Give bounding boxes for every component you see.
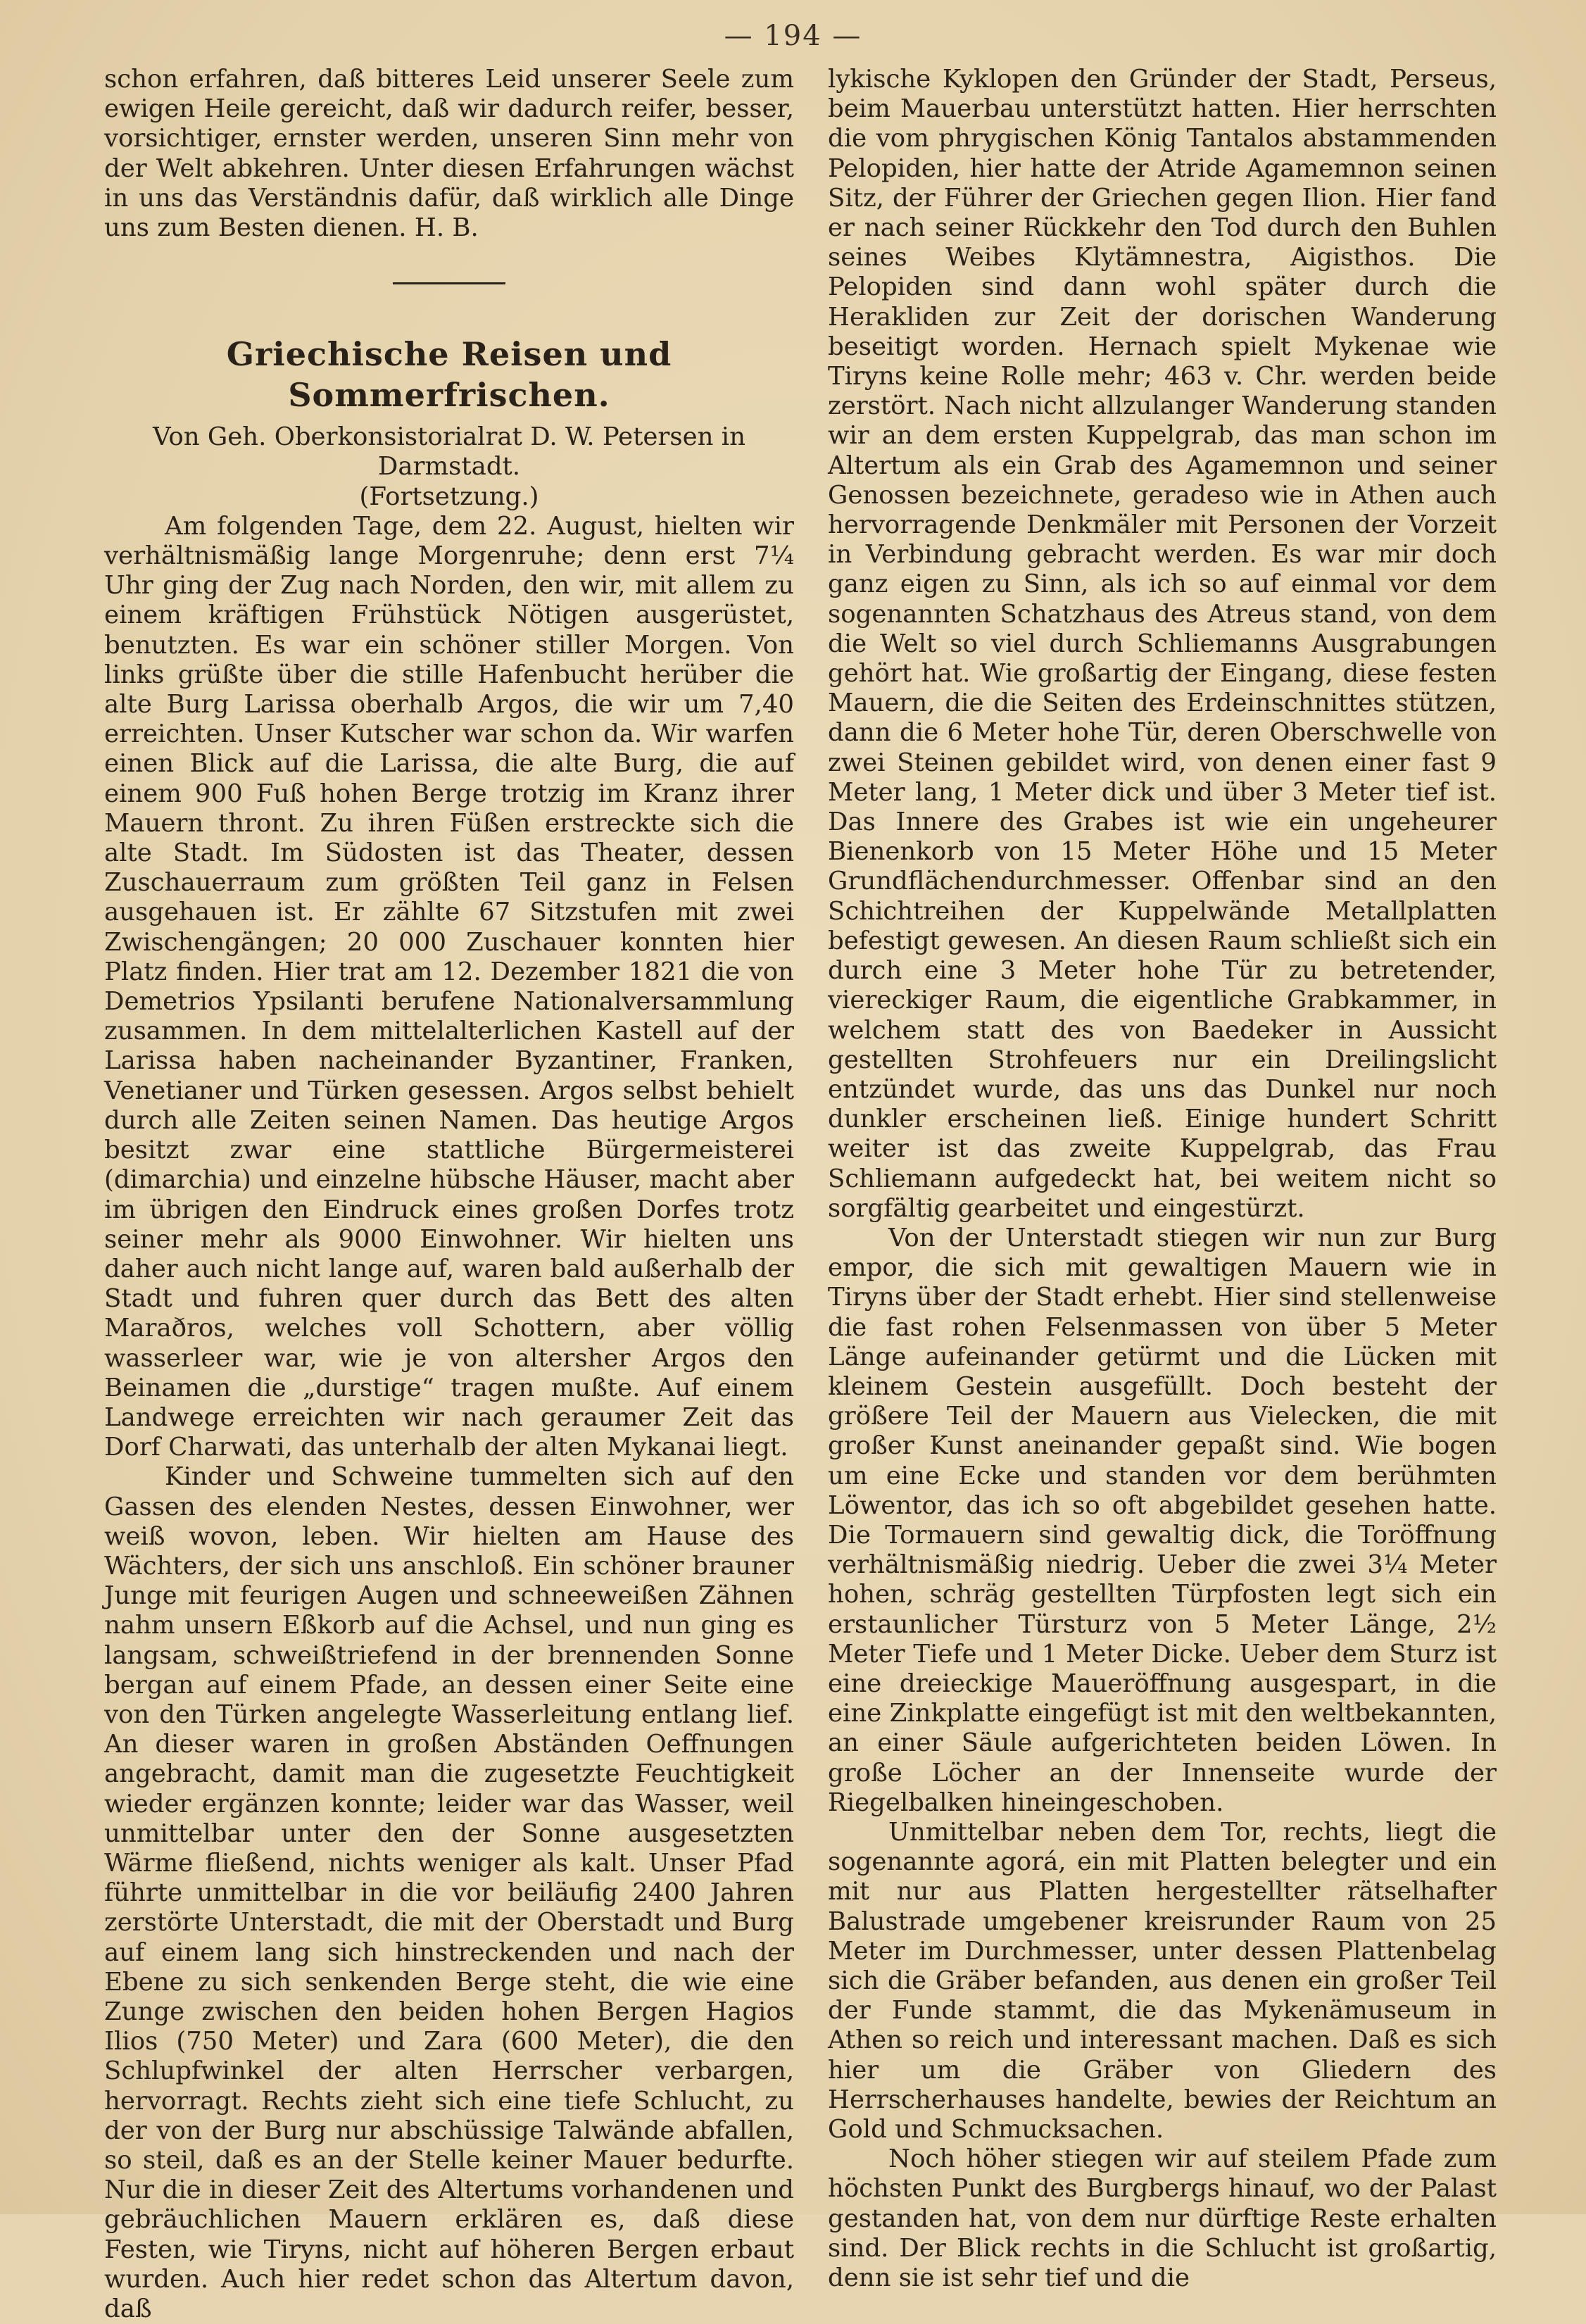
article-paragraph: Unmittelbar neben dem Tor, rechts, liegt die sogenannte agorá, ein mit Platten belegter und ein mit nur aus Platten hergestellter rätselhafter Balustrade umgebener kreisrunder Raum von 25 Meter im Durchmesser, unter dessen Plattenbelag sich die Gräber befanden, aus denen ein großer Teil der Funde stammt, die das Mykenämuseum in Athen so reich und interessant machen. Daß es sich hier um die Gräber von Gliedern des Herrscherhauses handelte, bewies der Reichtum an Gold und Schmucksachen. (828, 1817, 1497, 2144)
continued-label: (Fortsetzung.) (359, 482, 539, 511)
intro-paragraph (104, 65, 794, 243)
page-number: — 194 — (724, 20, 862, 52)
article-paragraph: Kinder und Schweine tummelten sich auf den Gassen des elenden Nestes, dessen Einwohner, wer weiß wovon, leben. Wir hielten am Hause des Wächters, der sich uns anschloß. Ein schöner brauner Junge mit feurigen Augen und schneeweißen Zähnen nahm unsern Eßkorb auf die Achsel, und nun ging es langsam, schweißtriefend in der brennenden Sonne bergan auf einem Pfade, an dessen einer Seite eine von den Türken angelegte Wasserleitung entlang lief. An dieser waren in großen Abständen Oeffnungen angebracht, damit man die zugesetzte Feuchtigkeit wieder ergänzen konnte; leider war das Wasser, weil unmittelbar unter den der Sonne ausgesetzten Wärme fließend, nichts weniger als kalt. Unser Pfad führte unmittelbar in die vor beiläufig 2400 Jahren zerstörte Unterstadt, die mit der Oberstadt und Burg auf einem lang sich hinstreckenden und nach der Ebene zu sich senkenden Berge steht, die wie eine Zunge zwischen den beiden hohen Bergen Hagios Ilios (750 Meter) und Zara (600 Meter), die den Schlupfwinkel der alten Herrscher verbargen, hervorragt. Rechts zieht sich eine tiefe Schlucht, zu der von der Burg nur abschüssige Talwände abfallen, so steil, daß es an der Stelle keiner Mauer bedurfte. Nur die in dieser Zeit des Altertums vorhandenen und gebräuchlichen Mauern erklären es, daß diese Festen, wie Tiryns, nicht auf höheren Bergen erbaut wurden. Auch hier redet schon das Altertum davon, daß (104, 1462, 794, 2324)
intro-paragraph-text: schon erfahren, daß bitteres Leid unserer Seele zum ewigen Heile gereicht, daß wir dadurch reifer, besser, vorsichtiger, ernster werden, unseren Sinn mehr von der Welt abkehren. Unter diesen Erfahrungen wächst in uns das Verständnis dafür, daß wirklich alle Dinge uns zum Besten dienen. (104, 65, 794, 243)
section-divider (393, 282, 505, 284)
article-paragraph: Von der Unterstadt stiegen wir nun zur Burg empor, die sich mit gewaltigen Mauern wie in Tiryns über der Stadt erhebt. Hier sind stellenweise die fast rohen Felsenmassen von über 5 Meter Länge aufeinander getürmt und die Lücken mit kleinem Gestein ausgefüllt. Doch besteht der größere Teil der Mauern aus Vielecken, die mit großer Kunst aneinander gepaßt sind. Wie bogen um eine Ecke und standen vor dem berühmten Löwentor, das ich so oft abgebildet gesehen hatte. Die Tormauern sind gewaltig dick, die Toröffnung verhältnismäßig niedrig. Ueber die zwei 3¼ Meter hohen, schräg gestellten Türpfosten legt sich ein erstaunlicher Türsturz von 5 Meter Länge, 2½ Meter Tiefe und 1 Meter Dicke. Ueber dem Sturz ist eine dreieckige Maueröffnung ausgespart, in die eine Zinkplatte eingefügt ist mit den weltbekannten, an einer Säule aufgerichteten beiden Löwen. In große Löcher an der Innenseite wurde der Riegelbalken hineingeschoben. (828, 1223, 1497, 1817)
intro-signature: H. B. (414, 213, 479, 243)
article-title: Griechische Reisen und Sommerfrischen. (226, 335, 672, 415)
right-column (828, 65, 1497, 2293)
left-column (104, 65, 794, 2324)
article-paragraph: lykische Kyklopen den Gründer der Stadt, Perseus, beim Mauerbau unterstützt hatten. Hier herrschten die vom phrygischen König Tantalos abstammenden Pelopiden, hier hatte der Atride Agamemnon seinen Sitz, der Führer der Griechen gegen Ilion. Hier fand er nach seiner Rückkehr den Tod durch den Buhlen seines Weibes Klytämnestra, Aigisthos. Die Pelopiden sind dann wohl später durch die Herakliden zur Zeit der dorischen Wanderung beseitigt worden. Hernach spielt Mykenae wie Tiryns keine Rolle mehr; 463 v. Chr. werden beide zerstört. Nach nicht allzulanger Wanderung standen wir an dem ersten Kuppelgrab, das man schon im Altertum als ein Grab des Agamemnon und seiner Genossen bezeichnete, geradeso wie in Athen auch hervorragende Denkmäler mit Personen der Vorzeit in Verbindung gebracht werden. Es war mir doch ganz eigen zu Sinn, als ich so auf einmal vor dem sogenannten Schatzhaus des Atreus stand, von dem die Welt so viel durch Schliemanns Ausgrabungen gehört hat. Wie großartig der Eingang, diese festen Mauern, die die Seiten des Erdeinschnittes stützen, dann die 6 Meter hohe Tür, deren Oberschwelle von zwei Steinen gebildet wird, von denen einer fast 9 Meter lang, 1 Meter dick und über 3 Meter tief ist. Das Innere des Grabes ist wie ein ungeheurer Bienenkorb von 15 Meter Höhe und 15 Meter Grundflächendurchmesser. Offenbar sind an den Schichtreihen der Kuppelwände Metallplatten befestigt gewesen. An diesen Raum schließt sich ein durch eine 3 Meter hohe Tür zu betretender, viereckiger Raum, die eigentliche Grabkammer, in welchem statt des von Baedeker in Aussicht gestellten Strohfeuers nur ein Dreilingslicht entzündet wurde, das uns das Dunkel nur noch dunkler erscheinen ließ. Einige hundert Schritt weiter ist das zweite Kuppelgrab, das Frau Schliemann aufgedeckt hat, bei weitem nicht so sorgfältig gearbeitet und eingestürzt. (828, 65, 1497, 1223)
byline: Von Geh. Oberkonsistorialrat D. W. Petersen in Darmstadt. (153, 422, 745, 482)
article-paragraph: Noch höher stiegen wir auf steilem Pfade zum höchsten Punkt des Burgbergs hinauf, wo der Palast gestanden hat, von dem nur dürftige Reste erhalten sind. Der Blick rechts in die Schlucht ist großartig, denn sie ist sehr tief und die (828, 2144, 1497, 2293)
article-paragraph: Am folgenden Tage, dem 22. August, hielten wir verhältnismäßig lange Morgenruhe; denn erst 7¼ Uhr ging der Zug nach Norden, den wir, mit allem zu einem kräftigen Frühstück Nötigen ausgerüstet, benutzten. Es war ein schöner stiller Morgen. Von links grüßte über die stille Hafenbucht herüber die alte Burg Larissa oberhalb Argos, die wir um 7,40 erreichten. Unser Kutscher war schon da. Wir warfen einen Blick auf die Larissa, die alte Burg, die auf einem 900 Fuß hohen Berge trotzig im Kranz ihrer Mauern thront. Zu ihren Füßen erstreckte sich die alte Stadt. Im Südosten ist das Theater, dessen Zuschauerraum zum größten Teil ganz in Felsen ausgehauen ist. Er zählte 67 Sitzstufen mit zwei Zwischengängen; 20 000 Zuschauer konnten hier Platz finden. Hier trat am 12. Dezember 1821 die von Demetrios Ypsilanti berufene Nationalversammlung zusammen. In dem mittelalterlichen Kastell auf der Larissa haben nacheinander Byzantiner, Franken, Venetianer und Türken gesessen. Argos selbst behielt durch alle Zeiten seinen Namen. Das heutige Argos besitzt zwar eine stattliche Bürgermeisterei (dimarchia) und einzelne hübsche Häuser, macht aber im übrigen den Eindruck eines großen Dorfes trotz seiner mehr als 9000 Einwohner. Wir hielten uns daher auch nicht lange auf, waren bald außerhalb der Stadt und fuhren quer durch das Bett des alten Maraðros, welches voll Schottern, aber völlig wasserleer war, wie je von altersher Argos den Beinamen die „durstige“ tragen mußte. Auf einem Landwege erreichten wir nach geraumer Zeit das Dorf Charwati, das unterhalb der alten Mykanai liegt. (104, 511, 794, 1462)
